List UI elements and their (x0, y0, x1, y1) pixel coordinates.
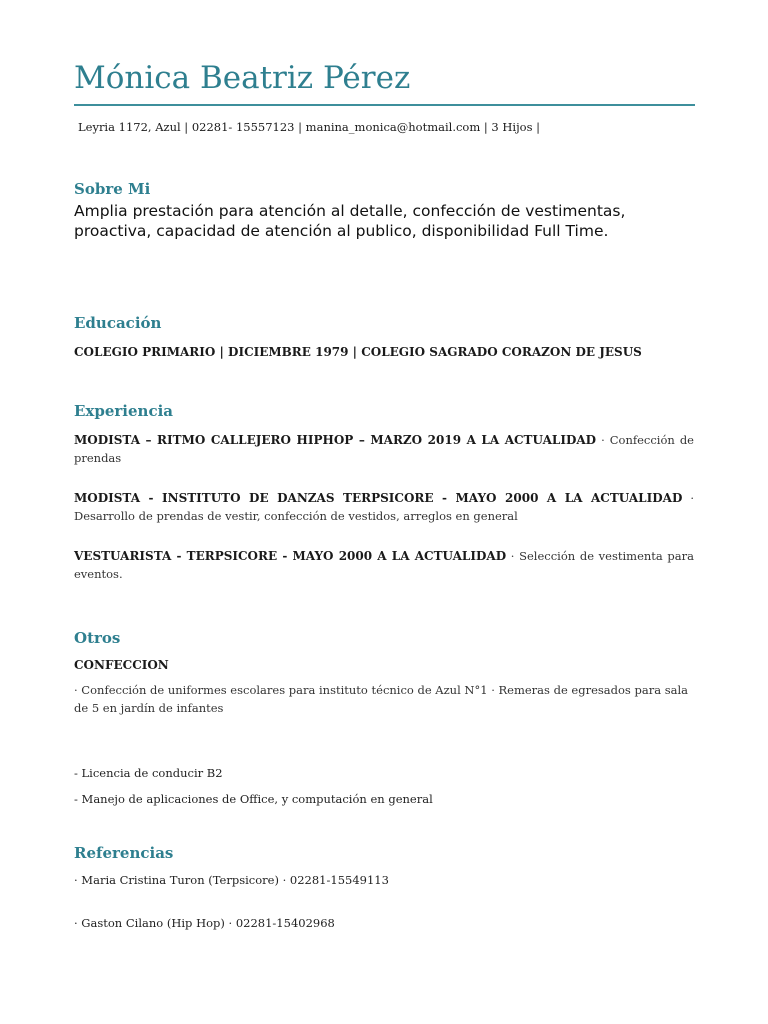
section-heading-sobre-mi: Sobre Mi (74, 180, 151, 198)
list-item: - Manejo de aplicaciones de Office, y computación en general (74, 792, 433, 806)
experience-item (74, 431, 694, 467)
experience-title: VESTUARISTA - TERPSICORE - MAYO 2000 A LA ACTUALIDAD (74, 549, 507, 563)
experience-item (74, 547, 694, 583)
confeccion-subheading: CONFECCION (74, 658, 169, 672)
education-entry (74, 343, 694, 361)
experience-title: MODISTA - INSTITUTO DE DANZAS TERPSICORE - MAYO 2000 A LA ACTUALIDAD (74, 491, 683, 505)
section-heading-educacion: Educación (74, 314, 162, 332)
section-heading-experiencia: Experiencia (74, 402, 174, 420)
summary-line-2: proactiva, capacidad de atención al publico, disponibilidad Full Time. (74, 222, 609, 240)
experience-description: · Desarrollo de prendas de vestir, confección de vestidos, arreglos en general (74, 491, 694, 523)
section-heading-otros: Otros (74, 629, 121, 647)
list-item: - Licencia de conducir B2 (74, 766, 223, 780)
header-divider (74, 104, 695, 106)
experience-title: MODISTA – RITMO CALLEJERO HIPHOP – MARZO 2019 A LA ACTUALIDAD (74, 433, 597, 447)
reference-item: · Maria Cristina Turon (Terpsicore) · 02281-15549113 (74, 873, 389, 887)
experience-description: · Confección de prendas (74, 433, 694, 465)
contact-info: Leyria 1172, Azul | 02281- 15557123 | manina_monica@hotmail.com | 3 Hijos | (78, 120, 541, 134)
summary-text (74, 201, 704, 241)
education-entry-text: COLEGIO PRIMARIO | DICIEMBRE 1979 | COLEGIO SAGRADO CORAZON DE JESUS (74, 345, 642, 359)
confeccion-text (74, 681, 694, 717)
experience-description: · Selección de vestimenta para eventos. (74, 549, 695, 581)
reference-item: · Gaston Cilano (Hip Hop) · 02281-15402968 (74, 916, 335, 930)
confeccion-description: · Confección de uniformes escolares para instituto técnico de Azul N°1 · Remeras de egresados para sala de 5 en jardín de infantes (74, 683, 689, 715)
section-heading-referencias: Referencias (74, 844, 174, 862)
experience-item (74, 489, 694, 525)
resume-name: Mónica Beatriz Pérez (74, 60, 411, 96)
summary-line-1: Amplia prestación para atención al detalle, confección de vestimentas, (74, 202, 626, 220)
